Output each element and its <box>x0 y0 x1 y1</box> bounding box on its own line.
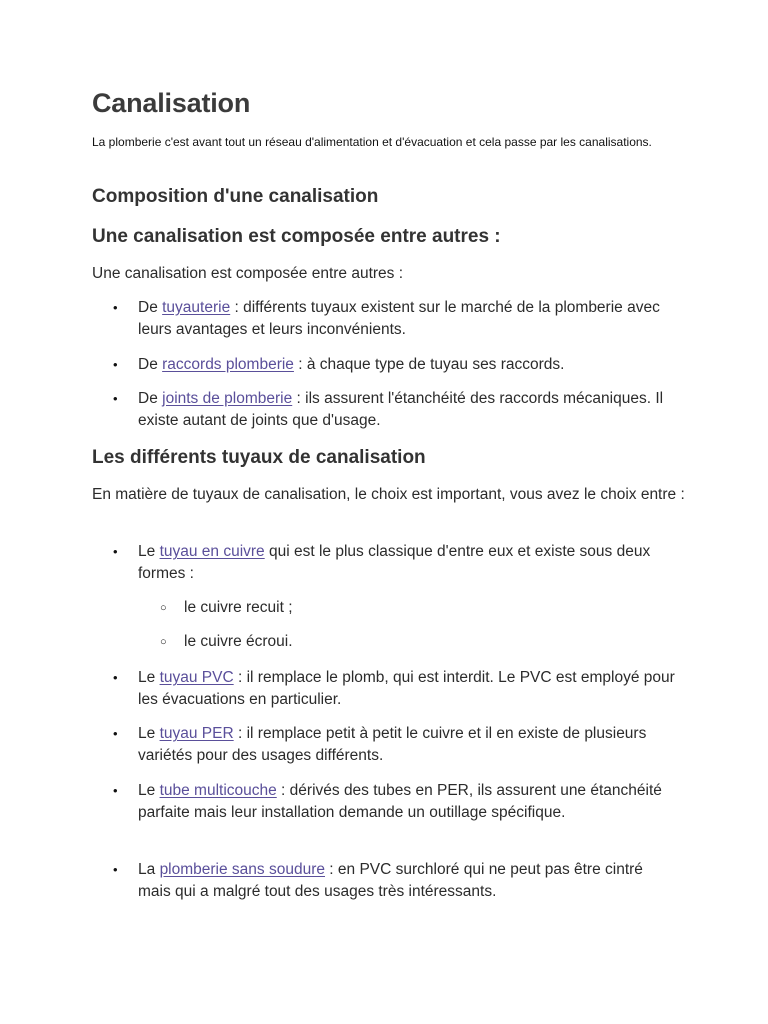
circle-bullet-icon: ○ <box>160 602 167 614</box>
bullet-icon: • <box>113 357 118 372</box>
link-raccords-plomberie[interactable]: raccords plomberie <box>162 356 294 373</box>
list-item: • Le tuyau PER : il remplace petit à petit le cuivre et il en existe de plusieurs variétés pour des usages différents. <box>113 725 647 764</box>
link-tuyauterie[interactable]: tuyauterie <box>162 299 231 316</box>
list-item: • De joints de plomberie : ils assurent l'étanchéité des raccords mécaniques. Il existe autant de joints que d'usage. <box>113 390 664 429</box>
bullet-icon: • <box>113 726 118 741</box>
bullet-icon: • <box>113 544 118 559</box>
subsection-heading-composition: Une canalisation est composée entre autres : <box>92 226 501 247</box>
link-tube-multicouche[interactable]: tube multicouche <box>159 782 277 799</box>
list-item: • De tuyauterie : différents tuyaux existent sur le marché de la plomberie avec leurs avantages et leurs inconvénients. <box>113 299 660 338</box>
link-tuyau-pvc[interactable]: tuyau PVC <box>159 669 234 686</box>
intro-text: La plomberie c'est avant tout un réseau d'alimentation et d'évacuation et cela passe par les canalisations. <box>92 135 652 149</box>
list-item: • De raccords plomberie : à chaque type de tuyau ses raccords. <box>138 354 678 376</box>
list-item: • Le tube multicouche : dérivés des tubes en PER, ils assurent une étanchéité parfaite mais leur installation demande un outillage spécifique. <box>113 782 662 821</box>
section-heading-tuyaux: Les différents tuyaux de canalisation <box>92 447 426 468</box>
bullet-icon: • <box>113 783 118 798</box>
bullet-icon: • <box>113 670 118 685</box>
list-item: • Le tuyau en cuivre qui est le plus classique d'entre eux et existe sous deux formes : <box>113 543 651 582</box>
list-item: • Le tuyau PVC : il remplace le plomb, qui est interdit. Le PVC est employé pour les évacuations en particulier. <box>113 669 675 708</box>
link-joints-de-plomberie[interactable]: joints de plomberie <box>162 390 293 407</box>
circle-bullet-icon: ○ <box>160 636 167 648</box>
bullet-icon: • <box>113 862 118 877</box>
list-item: • La plomberie sans soudure : en PVC surchloré qui ne peut pas être cintré mais qui a malgré tout des usages très intéressants. <box>113 861 643 900</box>
link-plomberie-sans-soudure[interactable]: plomberie sans soudure <box>159 861 325 878</box>
tuyaux-paragraph: En matière de tuyaux de canalisation, le choix est important, vous avez le choix entre : <box>92 486 685 503</box>
sub-list-item: ○ le cuivre recuit ; <box>184 597 584 619</box>
composition-paragraph: Une canalisation est composée entre autres : <box>92 265 404 282</box>
link-tuyau-en-cuivre[interactable]: tuyau en cuivre <box>159 543 265 560</box>
page-title: Canalisation <box>92 88 251 118</box>
sub-list-item: ○ le cuivre écroui. <box>184 631 584 653</box>
link-tuyau-per[interactable]: tuyau PER <box>159 725 234 742</box>
bullet-icon: • <box>113 300 118 315</box>
bullet-icon: • <box>113 391 118 406</box>
section-heading-composition: Composition d'une canalisation <box>92 186 379 207</box>
